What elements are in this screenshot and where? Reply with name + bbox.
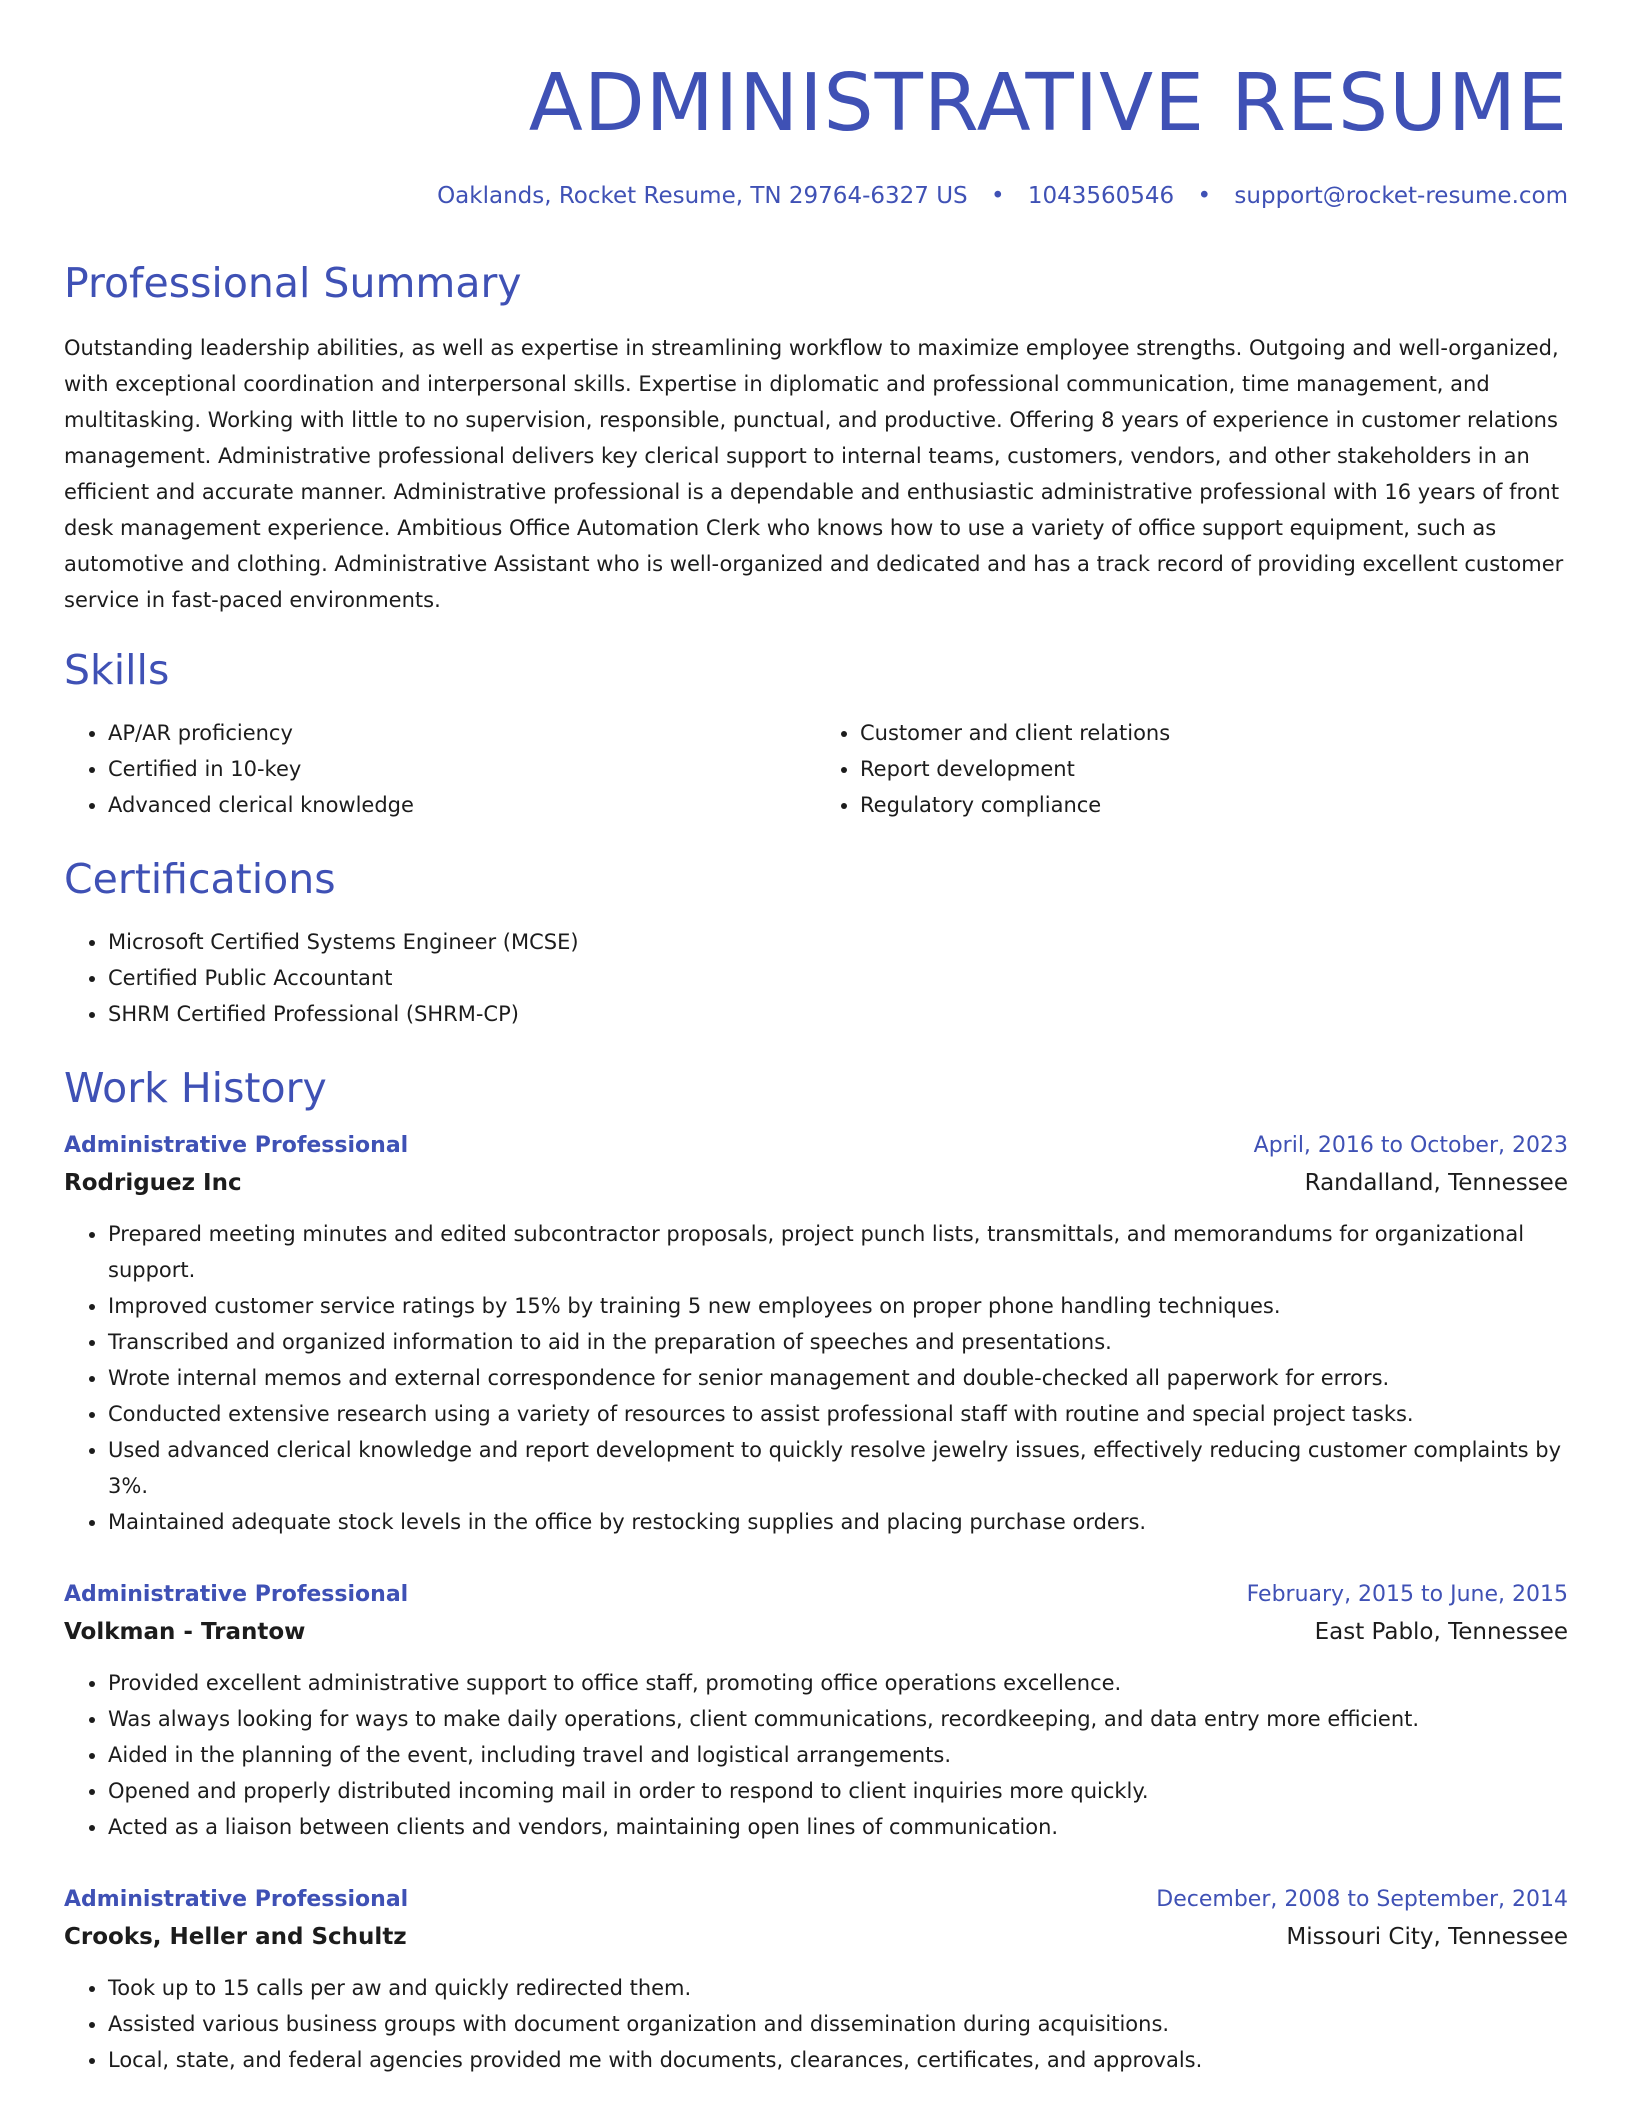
job-entry bbox=[64, 1133, 1568, 1540]
skill-item: • Advanced clerical knowledge bbox=[108, 787, 816, 823]
certification-item: • Certified Public Accountant bbox=[108, 960, 1568, 996]
certification-item: • Microsoft Certified Systems Engineer (MCSE) bbox=[108, 924, 1568, 960]
job-bullet: • Aided in the planning of the event, including travel and logistical arrangements. bbox=[108, 1737, 1568, 1773]
job-bullets bbox=[64, 1665, 1568, 1845]
job-bullet: • Wrote internal memos and external correspondence for senior management and double-checked all paperwork for errors. bbox=[108, 1360, 1568, 1396]
contact-separator: • bbox=[1197, 183, 1212, 209]
job-header bbox=[64, 1133, 1568, 1158]
skills-grid bbox=[64, 715, 1568, 823]
job-bullet: • Maintained adequate stock levels in the office by restocking supplies and placing purchase orders. bbox=[108, 1504, 1568, 1540]
job-bullet: • Provided excellent administrative support to office staff, promoting office operations excellence. bbox=[108, 1665, 1568, 1701]
job-role: Administrative Professional bbox=[64, 1887, 409, 1913]
job-header bbox=[64, 1582, 1568, 1607]
job-bullet: • Opened and properly distributed incoming mail in order to respond to client inquiries more quickly. bbox=[108, 1773, 1568, 1809]
job-location: Randalland, Tennessee bbox=[1304, 1170, 1568, 1197]
work-history-heading: Work History bbox=[64, 1064, 327, 1113]
job-bullets bbox=[64, 1216, 1568, 1540]
job-company: Rodriguez Inc bbox=[64, 1170, 242, 1197]
job-location: Missouri City, Tennessee bbox=[1286, 1924, 1568, 1951]
skills-list-left bbox=[64, 715, 816, 823]
job-dates: December, 2008 to September, 2014 bbox=[1156, 1887, 1568, 1913]
job-subheader bbox=[64, 1170, 1568, 1196]
contact-separator: • bbox=[990, 183, 1005, 209]
job-bullet: • Took up to 15 calls per aw and quickly redirected them. bbox=[108, 1970, 1568, 2006]
job-header bbox=[64, 1887, 1568, 1912]
job-dates: February, 2015 to June, 2015 bbox=[1246, 1582, 1568, 1608]
job-location: East Pablo, Tennessee bbox=[1314, 1619, 1568, 1646]
job-bullet: • Local, state, and federal agencies provided me with documents, clearances, certificates, and approvals. bbox=[108, 2042, 1568, 2078]
job-bullet: • Assisted various business groups with document organization and dissemination during acquisitions. bbox=[108, 2006, 1568, 2042]
skill-item: • Certified in 10-key bbox=[108, 751, 816, 787]
job-bullet: • Acted as a liaison between clients and vendors, maintaining open lines of communication. bbox=[108, 1809, 1568, 1845]
certifications-heading: Certifications bbox=[64, 855, 336, 904]
contact-email: support@rocket-resume.com bbox=[1234, 183, 1568, 209]
job-bullets bbox=[64, 1970, 1568, 2078]
summary-text: Outstanding leadership abilities, as well as expertise in streamlining workflow to maximize employee strengths. Outgoing and well-organized, with exceptional coordination and interpersonal skills. Expertise in diplomatic and professional communication, time management, and multitasking. Working with little to no supervision, responsible, punctual, and productive. Offering 8 years of experience in customer relations management. Administrative professional delivers key clerical support to internal teams, customers, vendors, and other stakeholders in an efficient and accurate manner. Administrative professional is a dependable and enthusiastic administrative professional with 16 years of front desk management experience. Ambitious Office Automation Clerk who knows how to use a variety of office support equipment, such as automotive and clothing. Administrative Assistant who is well-organized and dedicated and has a track record of providing excellent customer service in fast-paced environments. bbox=[64, 336, 1564, 613]
certification-item: • SHRM Certified Professional (SHRM-CP) bbox=[108, 996, 1568, 1032]
contact-address: Oaklands, Rocket Resume, TN 29764-6327 US bbox=[437, 183, 968, 209]
resume-title: ADMINISTRATIVE RESUME bbox=[528, 57, 1568, 149]
job-bullet: • Conducted extensive research using a variety of resources to assist professional staff with routine and special project tasks. bbox=[108, 1396, 1568, 1432]
job-bullet: • Improved customer service ratings by 15% by training 5 new employees on proper phone handling techniques. bbox=[108, 1288, 1568, 1324]
job-subheader bbox=[64, 1619, 1568, 1645]
contact-line bbox=[64, 183, 1568, 209]
job-entry bbox=[64, 1887, 1568, 2078]
job-dates: April, 2016 to October, 2023 bbox=[1253, 1133, 1568, 1159]
job-role: Administrative Professional bbox=[64, 1582, 409, 1608]
job-entry bbox=[64, 1582, 1568, 1845]
skill-item: • Regulatory compliance bbox=[860, 787, 1568, 823]
job-bullet: • Prepared meeting minutes and edited subcontractor proposals, project punch lists, transmittals, and memorandums for organizational support. bbox=[108, 1216, 1568, 1288]
job-company: Volkman - Trantow bbox=[64, 1619, 306, 1646]
certifications-list bbox=[64, 924, 1568, 1032]
skills-heading: Skills bbox=[64, 646, 170, 695]
job-company: Crooks, Heller and Schultz bbox=[64, 1924, 407, 1951]
skill-item: • Report development bbox=[860, 751, 1568, 787]
job-bullet: • Transcribed and organized information to aid in the preparation of speeches and presentations. bbox=[108, 1324, 1568, 1360]
skills-list-right bbox=[816, 715, 1568, 823]
job-bullet: • Was always looking for ways to make daily operations, client communications, recordkeeping, and data entry more efficient. bbox=[108, 1701, 1568, 1737]
job-bullet: • Used advanced clerical knowledge and report development to quickly resolve jewelry issues, effectively reducing customer complaints by 3%. bbox=[108, 1432, 1568, 1504]
skill-item: • Customer and client relations bbox=[860, 715, 1568, 751]
job-role: Administrative Professional bbox=[64, 1133, 409, 1159]
skill-item: • AP/AR proficiency bbox=[108, 715, 816, 751]
job-subheader bbox=[64, 1924, 1568, 1950]
contact-phone: 1043560546 bbox=[1027, 183, 1175, 209]
summary-heading: Professional Summary bbox=[64, 259, 522, 307]
